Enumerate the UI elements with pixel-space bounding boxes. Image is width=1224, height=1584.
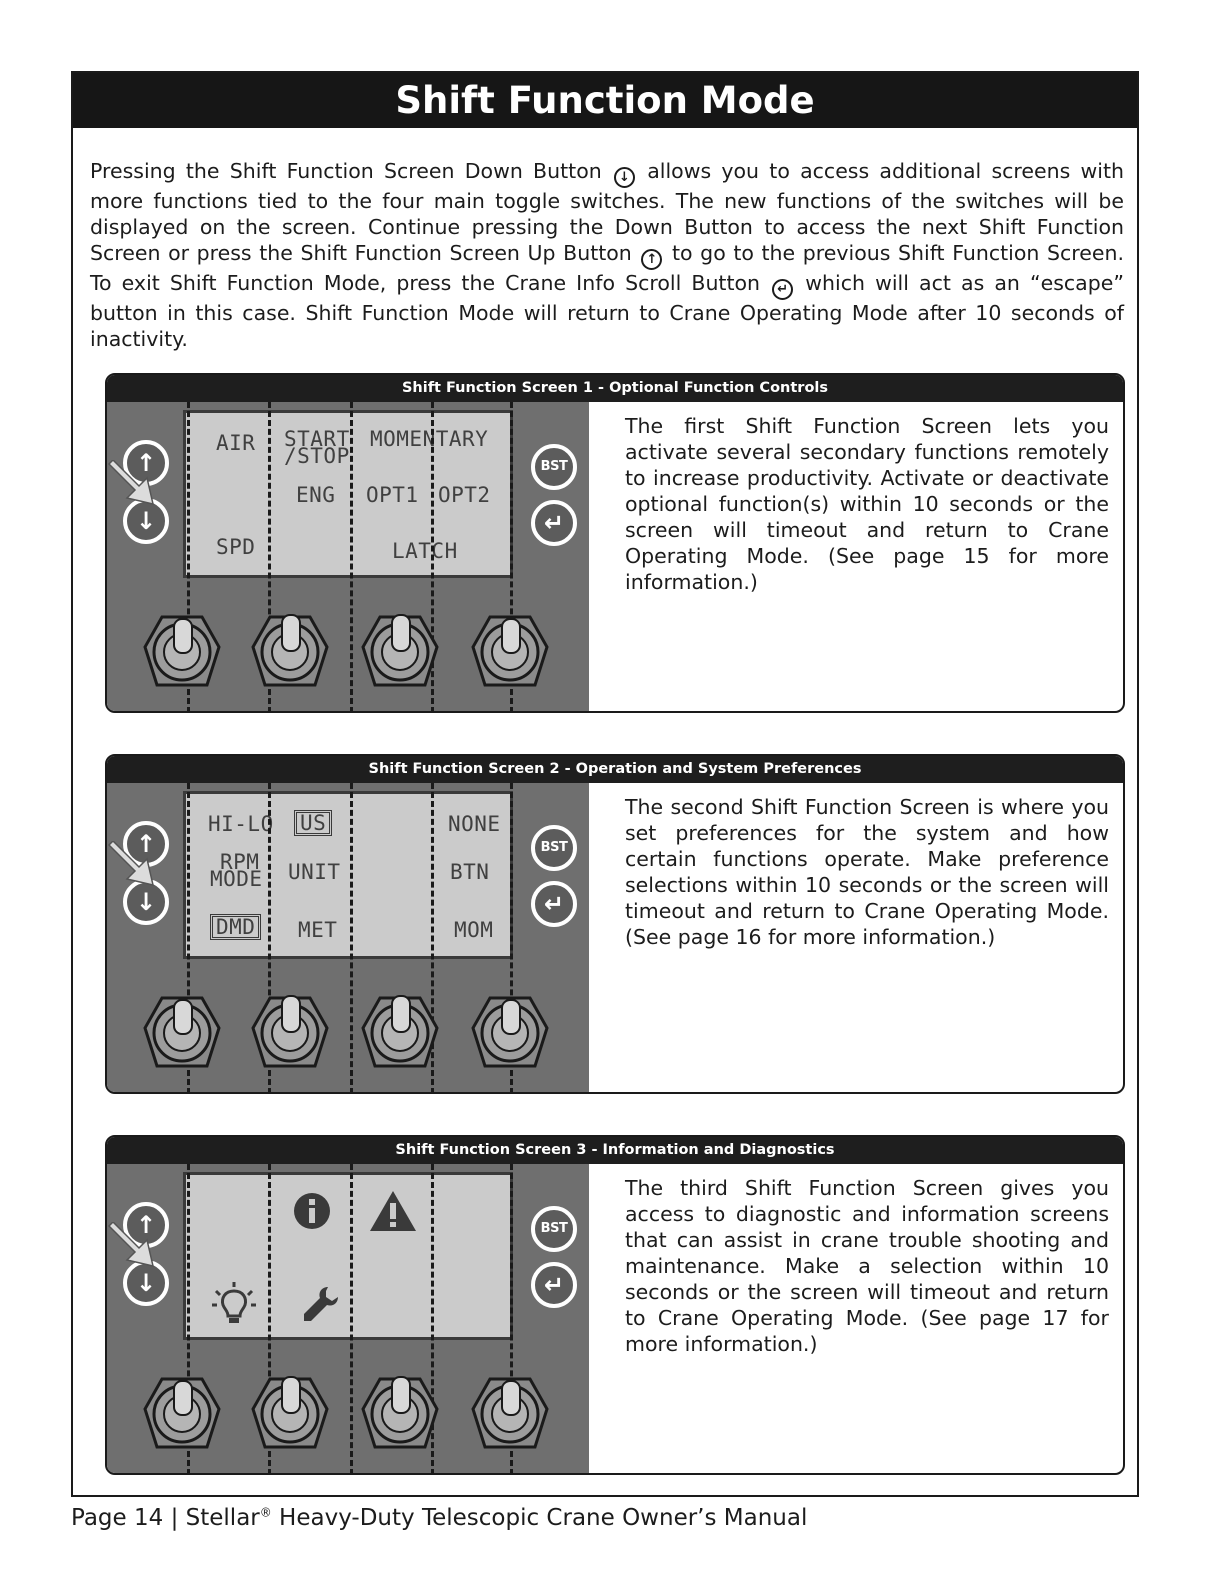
footer-brand: Stellar: [185, 1505, 260, 1531]
toggle-switch-icon[interactable]: [137, 988, 227, 1078]
panel-screen-2: [105, 754, 1125, 1094]
enter-button[interactable]: ↵: [531, 1262, 577, 1308]
panel-heading: Shift Function Screen 3 - Information and Diagnostics: [107, 1137, 1123, 1164]
bst-button[interactable]: BST: [531, 1206, 577, 1252]
lcd-label-opt1: OPT1: [366, 483, 419, 507]
panel-description: The second Shift Function Screen is where you set preferences for the system and how certain functions operate. Make preference selections within 10 seconds or the screen will timeout and return to Crane Operating Mode. (See page 16 for more information.): [625, 795, 1109, 949]
up-arrow-button[interactable]: ↑: [123, 821, 169, 867]
panel-heading: Shift Function Screen 1 - Optional Function Controls: [107, 375, 1123, 402]
intro-text-2: allows you to access additional screens with more functions tied to the four main toggle switches. The new functions of the switches will be displayed on the screen. Continue pressing the Down Button to access the next Shift Function Screen or press the Shift Function Screen Up Button: [90, 159, 1125, 265]
toggle-switch-icon[interactable]: [245, 988, 335, 1078]
lcd-label-mode: MODE: [210, 867, 263, 891]
intro-text-3: to go to the previous Shift Function Screen. To exit Shift Function Mode, press the Crane Info Scroll Button: [90, 241, 1124, 295]
lcd-label-mom: MOM: [454, 918, 494, 942]
info-icon: [292, 1191, 332, 1231]
lcd-label-hilo: HI-LO: [208, 812, 274, 836]
lcd-label-spd: SPD: [216, 535, 256, 559]
divider-line: [350, 402, 353, 713]
footer-separator: |: [170, 1505, 179, 1531]
intro-text-4: which will act as an “escape” button in this case. Shift Function Mode will return to Crane Operating Mode after 10 seconds of inactivity.: [90, 271, 1124, 351]
lcd-screen: [183, 410, 513, 578]
divider-line: [350, 783, 353, 1094]
bst-button[interactable]: BST: [531, 444, 577, 490]
up-arrow-button[interactable]: ↑: [123, 440, 169, 486]
toggle-switch-icon[interactable]: [355, 607, 445, 697]
lcd-label-opt2: OPT2: [438, 483, 491, 507]
toggle-switch-icon[interactable]: [245, 1369, 335, 1459]
divider-line: [350, 1164, 353, 1475]
down-arrow-button[interactable]: ↓: [123, 879, 169, 925]
toggle-switch-icon[interactable]: [355, 1369, 445, 1459]
lcd-label-stop: /STOP: [284, 444, 350, 468]
lcd-screen: [183, 791, 513, 959]
enter-button-icon: ↵: [772, 279, 793, 300]
up-button-icon: ↑: [641, 249, 662, 270]
warning-icon: [368, 1189, 418, 1233]
down-arrow-button[interactable]: ↓: [123, 498, 169, 544]
wrench-icon: [298, 1283, 342, 1327]
intro-text-1: Pressing the Shift Function Screen Down Button: [90, 159, 612, 183]
toggle-switch-icon[interactable]: [465, 988, 555, 1078]
down-arrow-button[interactable]: ↓: [123, 1260, 169, 1306]
toggle-switch-icon[interactable]: [137, 1369, 227, 1459]
controller-illustration: [107, 402, 589, 713]
toggle-switch-icon[interactable]: [137, 607, 227, 697]
registered-mark: ®: [259, 1505, 272, 1520]
lcd-label-rpm: RPM: [220, 850, 260, 874]
toggle-switch-icon[interactable]: [465, 1369, 555, 1459]
footer-page-number: Page 14: [71, 1505, 164, 1531]
panel-description: The first Shift Function Screen lets you activate several secondary functions remotely to increase productivity. Activate or deactivate optional function(s) within 10 seconds or the screen will timeout and return to Crane Operating Mode. (See page 15 for more information.): [625, 414, 1109, 594]
lcd-label-met: MET: [298, 918, 338, 942]
controller-illustration: [107, 783, 589, 1094]
enter-button[interactable]: ↵: [531, 881, 577, 927]
controller-illustration: [107, 1164, 589, 1475]
bulb-icon: [210, 1281, 258, 1329]
intro-paragraph: [90, 158, 1124, 352]
toggle-switch-icon[interactable]: [465, 607, 555, 697]
toggle-switch-icon[interactable]: [355, 988, 445, 1078]
panel-screen-1: [105, 373, 1125, 713]
lcd-label-air: AIR: [216, 431, 256, 455]
lcd-label-us-selected: US: [294, 810, 332, 836]
bst-button[interactable]: BST: [531, 825, 577, 871]
lcd-label-btn: BTN: [450, 860, 490, 884]
lcd-label-unit: UNIT: [288, 860, 341, 884]
page-footer: [71, 1505, 807, 1531]
panel-screen-3: [105, 1135, 1125, 1475]
lcd-label-latch: LATCH: [392, 539, 458, 563]
lcd-screen: [183, 1172, 513, 1340]
enter-button[interactable]: ↵: [531, 500, 577, 546]
up-arrow-button[interactable]: ↑: [123, 1202, 169, 1248]
lcd-label-eng: ENG: [296, 483, 336, 507]
page-frame: [71, 71, 1139, 1497]
panel-description: The third Shift Function Screen gives you access to diagnostic and information screens that can assist in crane trouble shooting and maintenance. Make a selection within 10 seconds or the screen will timeout and return to Crane Operating Mode. (See page 17 for more information.): [625, 1176, 1109, 1356]
lcd-label-dmd-selected: DMD: [210, 914, 261, 940]
footer-title: Heavy-Duty Telescopic Crane Owner’s Manual: [271, 1505, 808, 1531]
lcd-label-start: START: [284, 427, 350, 451]
lcd-label-momentary: MOMENTARY: [370, 427, 489, 451]
panel-heading: Shift Function Screen 2 - Operation and System Preferences: [107, 756, 1123, 783]
lcd-label-none: NONE: [448, 812, 501, 836]
down-button-icon: ↓: [614, 167, 635, 188]
toggle-switch-icon[interactable]: [245, 607, 335, 697]
page-title: Shift Function Mode: [73, 73, 1137, 128]
